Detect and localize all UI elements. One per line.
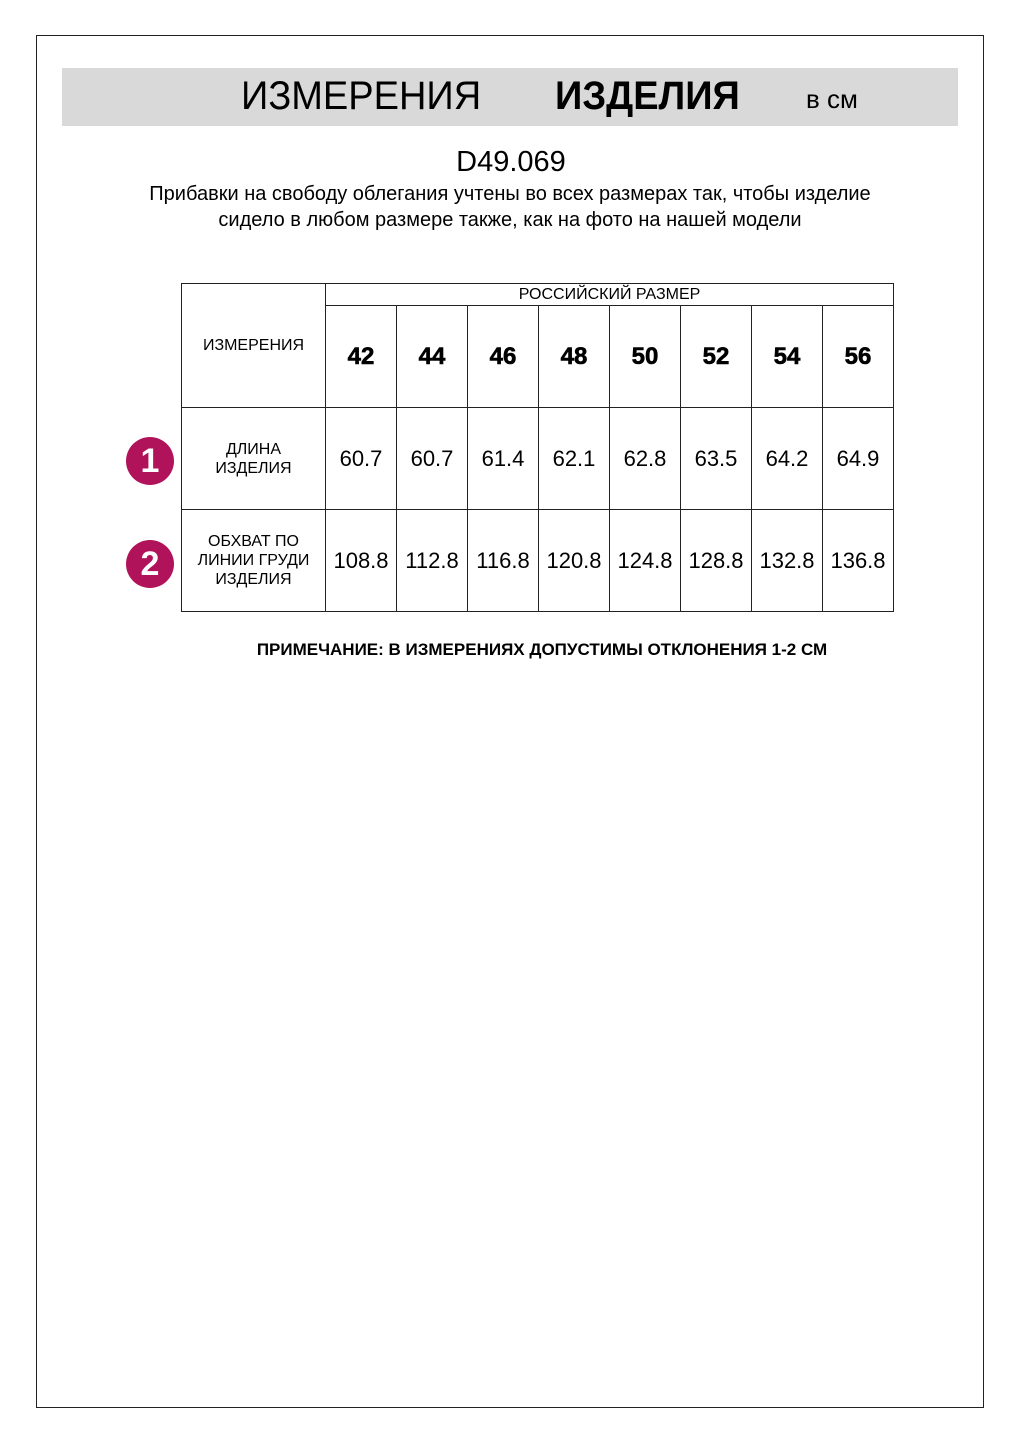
number-marker-1-icon: 1 (126, 437, 174, 485)
size-table (181, 283, 894, 612)
product-code-wrap (0, 146, 1024, 178)
value-cell: 132.8 (752, 510, 823, 612)
size-56: 56 (823, 306, 894, 408)
tolerance-note: ПРИМЕЧАНИЕ: В ИЗМЕРЕНИЯХ ДОПУСТИМЫ ОТКЛОНЕНИЯ 1-2 СМ (256, 640, 828, 659)
fit-description: Прибавки на свободу облегания учтены во всех размерах так, чтобы изделие сидело в любом размере также, как на фото на нашей модели (149, 183, 871, 231)
size-54: 54 (752, 306, 823, 408)
row-label-chest: ОБХВАТ ПО ЛИНИИ ГРУДИ ИЗДЕЛИЯ (182, 510, 326, 612)
russian-size-header: РОССИЙСКИЙ РАЗМЕР (326, 284, 894, 306)
size-46: 46 (468, 306, 539, 408)
title-unit: в см (806, 84, 858, 114)
value-cell: 64.2 (752, 408, 823, 510)
header-row (182, 284, 894, 306)
title-measurements: ИЗМЕРЕНИЯ (241, 74, 482, 118)
value-cell: 120.8 (539, 510, 610, 612)
page-border (36, 35, 984, 1408)
row-label-length: ДЛИНА ИЗДЕЛИЯ (182, 408, 326, 510)
size-50: 50 (610, 306, 681, 408)
value-cell: 61.4 (468, 408, 539, 510)
title-product: ИЗДЕЛИЯ (555, 74, 740, 118)
table-row-chest (182, 510, 894, 612)
value-cell: 62.8 (610, 408, 681, 510)
value-cell: 112.8 (397, 510, 468, 612)
value-cell: 62.1 (539, 408, 610, 510)
table-row-length (182, 408, 894, 510)
value-cell: 64.9 (823, 408, 894, 510)
value-cell: 116.8 (468, 510, 539, 612)
measurements-header: ИЗМЕРЕНИЯ (182, 284, 326, 408)
value-cell: 60.7 (326, 408, 397, 510)
value-cell: 60.7 (397, 408, 468, 510)
size-52: 52 (681, 306, 752, 408)
product-code: D49.069 (456, 146, 566, 178)
value-cell: 124.8 (610, 510, 681, 612)
value-cell: 63.5 (681, 408, 752, 510)
size-42: 42 (326, 306, 397, 408)
value-cell: 128.8 (681, 510, 752, 612)
size-48: 48 (539, 306, 610, 408)
value-cell: 136.8 (823, 510, 894, 612)
number-marker-2-icon: 2 (126, 540, 174, 588)
size-44: 44 (397, 306, 468, 408)
value-cell: 108.8 (326, 510, 397, 612)
